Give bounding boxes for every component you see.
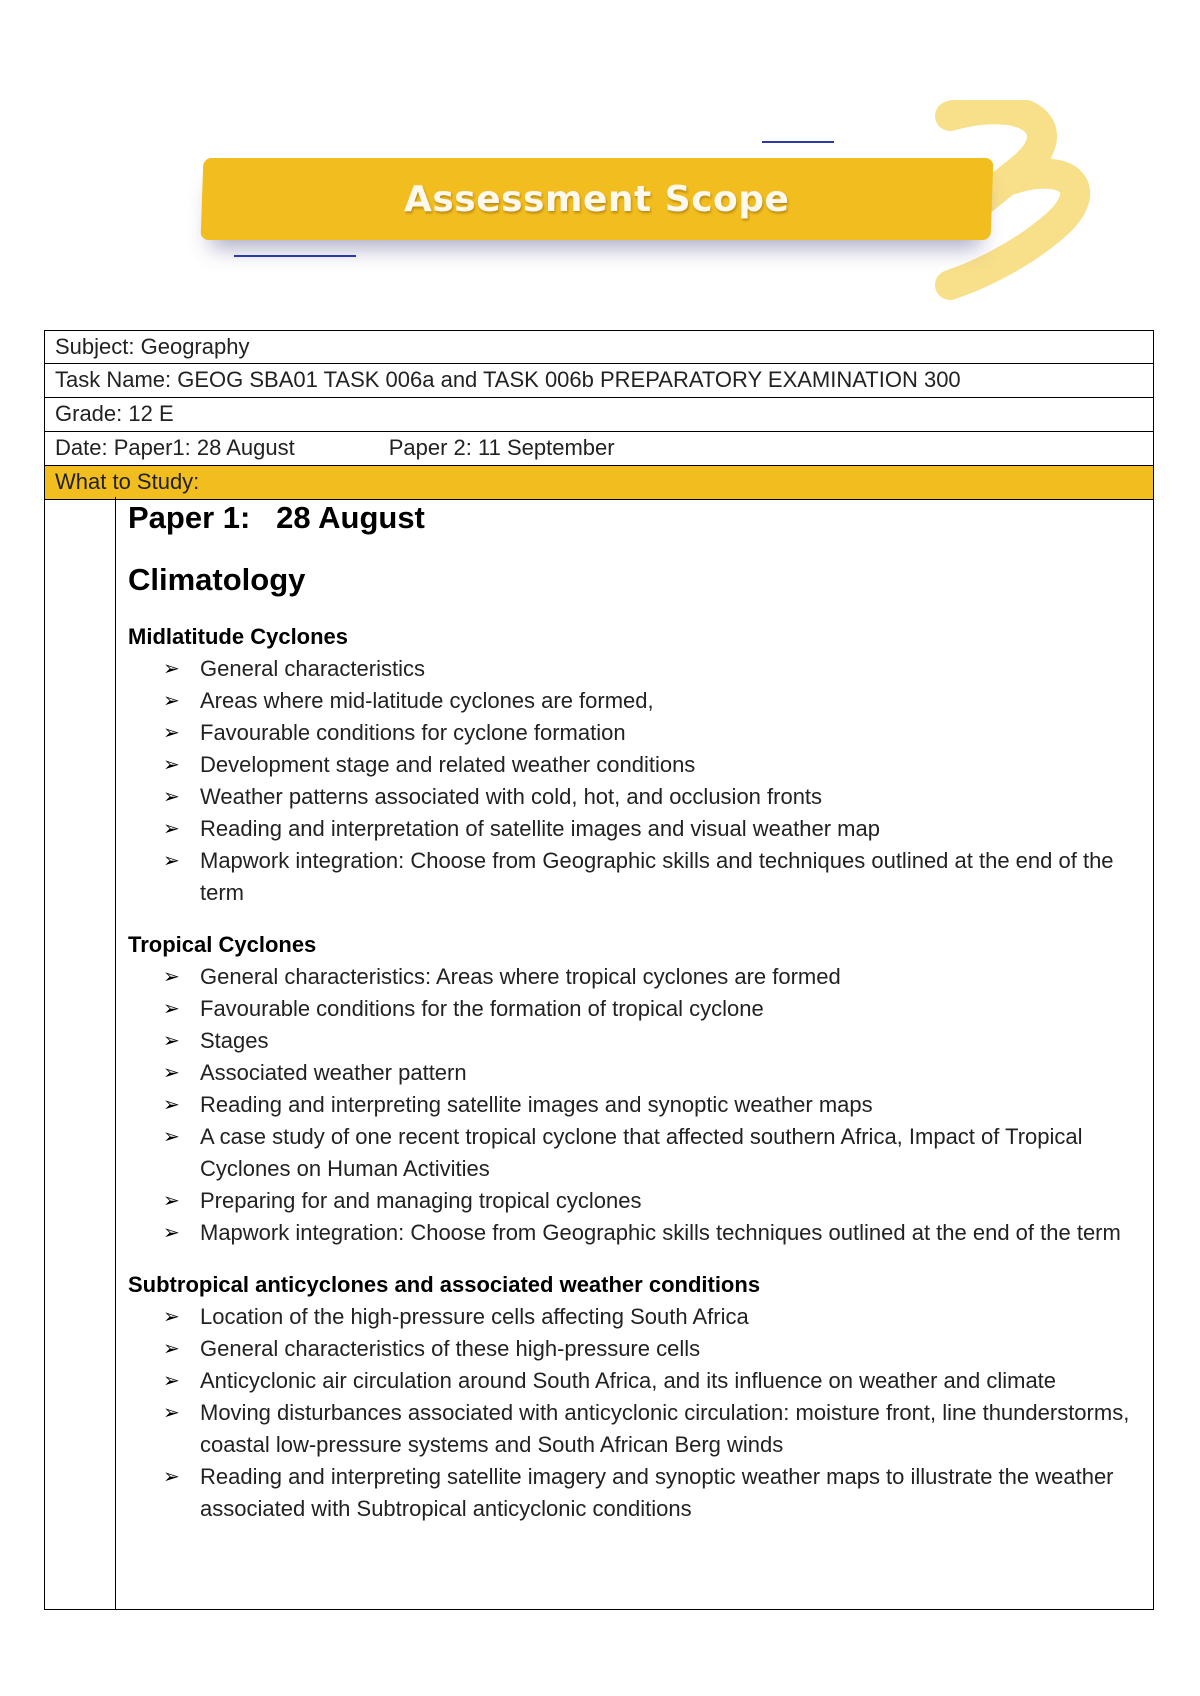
subject-row: Subject: Geography [44,330,1154,364]
date-paper1: Date: Paper1: 28 August [55,435,295,460]
section-list [128,961,1138,1249]
arrow-bullet-icon: ➢ [163,1094,180,1116]
list-item-text: Stages [200,1028,269,1053]
list-item-text: Areas where mid-latitude cyclones are formed, [200,688,654,713]
decorative-underline-bottom [234,255,356,257]
what-to-study-row: What to Study: [44,466,1154,500]
list-item-text: A case study of one recent tropical cyclone that affected southern Africa, Impact of Tropical Cyclones on Human Activities [200,1124,1083,1181]
list-item [163,781,1138,813]
arrow-bullet-icon: ➢ [163,1190,180,1212]
list-item-text: Location of the high-pressure cells affecting South Africa [200,1304,749,1329]
left-gutter-column [115,497,116,1609]
list-item [163,1185,1138,1217]
arrow-bullet-icon: ➢ [163,1466,180,1488]
list-item-text: Mapwork integration: Choose from Geographic skills and techniques outlined at the end of the term [200,848,1114,905]
list-item [163,1461,1138,1525]
list-item [163,1217,1138,1249]
list-item [163,1025,1138,1057]
list-item-text: Reading and interpretation of satellite images and visual weather map [200,816,880,841]
info-table [44,330,1154,500]
list-item [163,1333,1138,1365]
list-item-text: Anticyclonic air circulation around South Africa, and its influence on weather and climate [200,1368,1057,1393]
list-item-text: General characteristics of these high-pressure cells [200,1336,701,1361]
study-content-table [44,497,1154,1610]
study-content [128,497,1138,1525]
title-banner [201,158,994,240]
arrow-bullet-icon: ➢ [163,1306,180,1328]
list-item [163,993,1138,1025]
arrow-bullet-icon: ➢ [163,850,180,872]
list-item [163,813,1138,845]
list-item-text: General characteristics: Areas where tropical cyclones are formed [200,964,841,989]
arrow-bullet-icon: ➢ [163,690,180,712]
arrow-bullet-icon: ➢ [163,1030,180,1052]
list-item-text: Moving disturbances associated with anticyclonic circulation: moisture front, line thunderstorms, coastal low-pressure systems and South African Berg winds [200,1400,1130,1457]
list-item [163,685,1138,717]
list-item [163,749,1138,781]
header-banner [190,100,1110,310]
arrow-bullet-icon: ➢ [163,1126,180,1148]
list-item-text: Reading and interpreting satellite imagery and synoptic weather maps to illustrate the weather associated with Subtropical anticyclonic conditions [200,1464,1114,1521]
arrow-bullet-icon: ➢ [163,754,180,776]
section-title: Tropical Cyclones [128,932,317,957]
section-title: Subtropical anticyclones and associated weather conditions [128,1272,761,1297]
arrow-bullet-icon: ➢ [163,1370,180,1392]
sections-container [128,621,1138,1525]
list-item-text: Weather patterns associated with cold, hot, and occlusion fronts [200,784,823,809]
list-item [163,1089,1138,1121]
arrow-bullet-icon: ➢ [163,1062,180,1084]
list-item [163,961,1138,993]
arrow-bullet-icon: ➢ [163,658,180,680]
date-paper2: Paper 2: 11 September [388,435,615,460]
arrow-bullet-icon: ➢ [163,722,180,744]
list-item-text: Reading and interpreting satellite images and synoptic weather maps [200,1092,873,1117]
list-item [163,1365,1138,1397]
list-item-text: Preparing for and managing tropical cyclones [200,1188,642,1213]
list-item [163,845,1138,909]
task-name-row: Task Name: GEOG SBA01 TASK 006a and TASK 006b PREPARATORY EXAMINATION 300 [44,364,1154,398]
list-item-text: Development stage and related weather conditions [200,752,696,777]
list-item-text: General characteristics [200,656,425,681]
list-item-text: Favourable conditions for the formation of tropical cyclone [200,996,764,1021]
arrow-bullet-icon: ➢ [163,818,180,840]
topic-heading: Climatology [128,562,306,597]
list-item [163,1397,1138,1461]
list-item [163,717,1138,749]
list-item-text: Associated weather pattern [200,1060,467,1085]
arrow-bullet-icon: ➢ [163,966,180,988]
arrow-bullet-icon: ➢ [163,1402,180,1424]
paper-heading: Paper 1: 28 August [128,500,425,535]
arrow-bullet-icon: ➢ [163,786,180,808]
decorative-underline-top [762,141,834,143]
section-list [128,653,1138,909]
list-item-text: Favourable conditions for cyclone formation [200,720,626,745]
date-row [44,432,1154,466]
section-list [128,1301,1138,1525]
list-item [163,1301,1138,1333]
arrow-bullet-icon: ➢ [163,998,180,1020]
list-item [163,1057,1138,1089]
section-title: Midlatitude Cyclones [128,624,349,649]
list-item [163,1121,1138,1185]
page-title: Assessment Scope [404,178,790,220]
list-item-text: Mapwork integration: Choose from Geographic skills techniques outlined at the end of the term [200,1220,1121,1245]
list-item [163,653,1138,685]
arrow-bullet-icon: ➢ [163,1338,180,1360]
arrow-bullet-icon: ➢ [163,1222,180,1244]
grade-row: Grade: 12 E [44,398,1154,432]
